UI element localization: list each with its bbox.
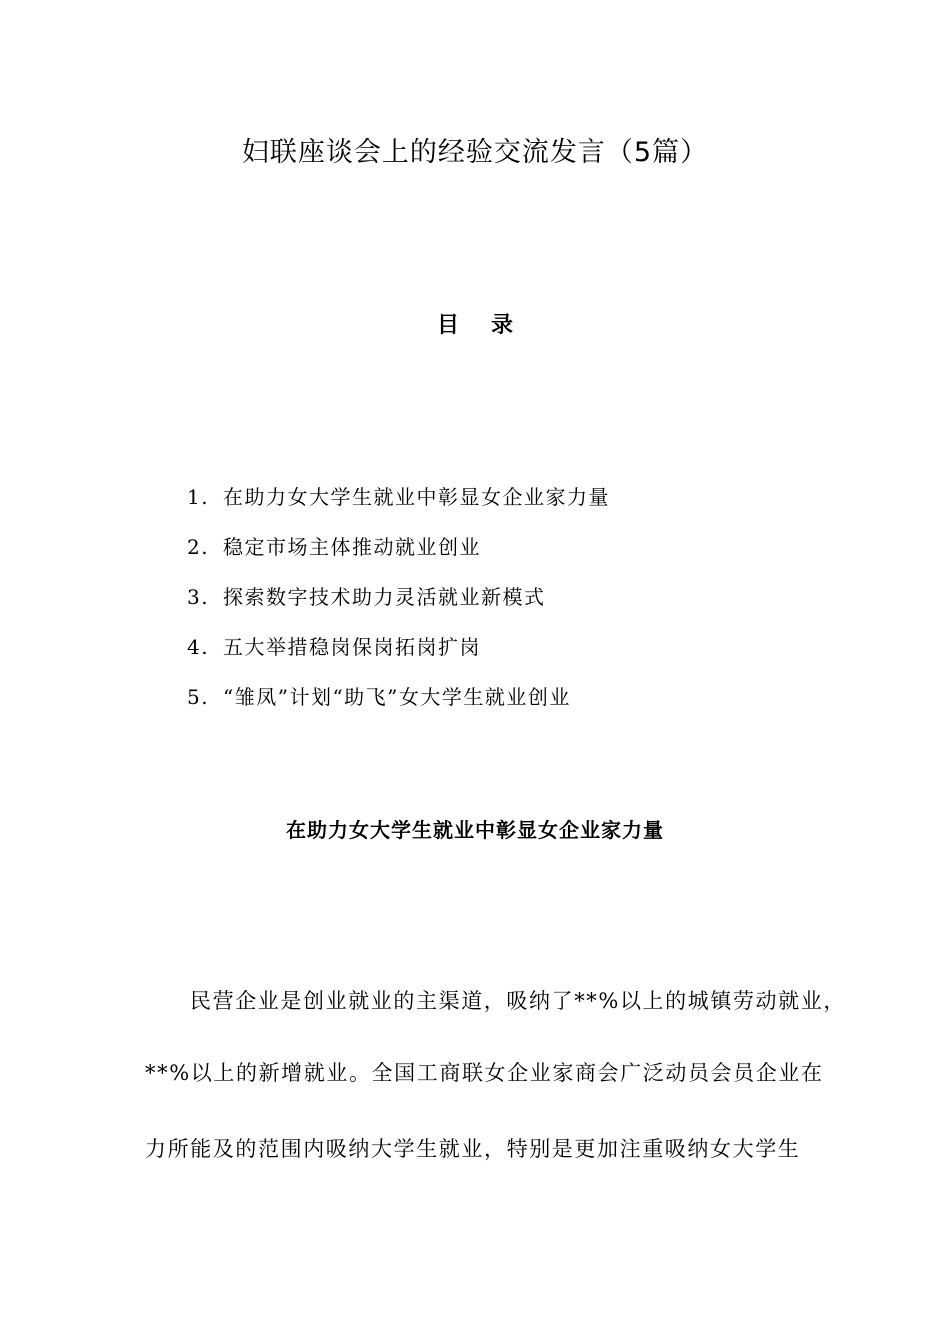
toc-item-label: 五大举措稳岗保岗拓岗扩岗 [223,635,481,659]
section-title: 在助力女大学生就业中彰显女企业家力量 [286,818,664,842]
toc-item-label: “雏凤”计划“助飞”女大学生就业创业 [223,685,571,709]
toc-item-number: 3. [187,585,210,609]
toc-item-label: 探索数字技术助力灵活就业新模式 [223,585,546,609]
toc-item-number: 1. [187,485,210,509]
document-title: 妇联座谈会上的经验交流发言（5篇） [241,137,709,168]
toc-item-number: 5. [187,685,210,709]
toc-item [187,580,610,630]
toc-item-label: 在助力女大学生就业中彰显女企业家力量 [223,485,610,509]
toc-item [187,630,610,680]
toc-item [187,680,610,730]
toc-item-label: 稳定市场主体推动就业创业 [223,535,481,559]
body-text-line: 力所能及的范围内吸纳大学生就业，特别是更加注重吸纳女大学生 [145,1137,801,1161]
body-text-line: **%以上的新增就业。全国工商联女企业家商会广泛动员会员企业在 [145,1061,824,1085]
toc-item [187,530,610,580]
table-of-contents [187,480,610,730]
toc-heading: 目录 [436,313,545,338]
toc-item [187,480,610,530]
body-text-line: 民营企业是创业就业的主渠道，吸纳了**%以上的城镇劳动就业， [190,989,846,1013]
toc-item-number: 4. [187,635,210,659]
toc-item-number: 2. [187,535,210,559]
